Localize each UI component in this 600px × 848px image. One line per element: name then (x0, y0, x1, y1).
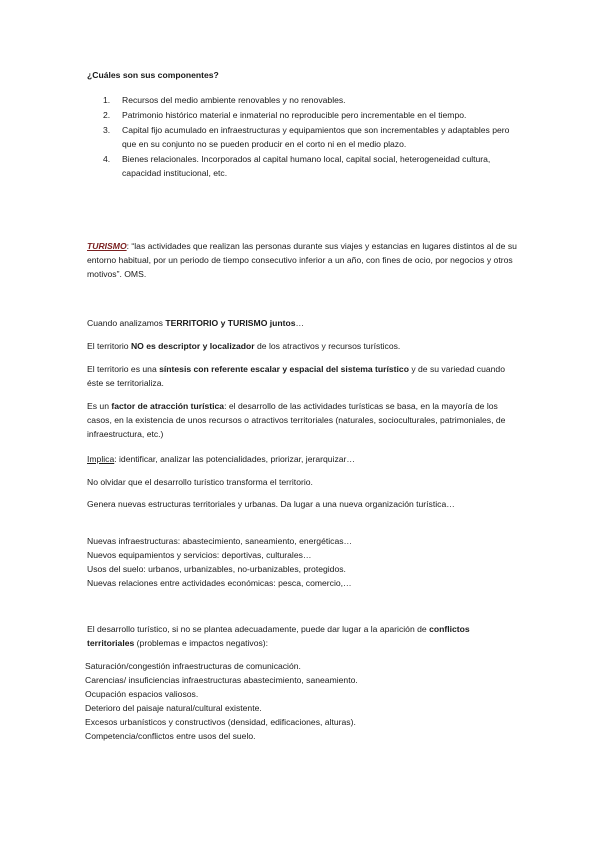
list-text: Capital fijo acumulado en infraestructuras y equipamientos que son incrementables y adaptables pero que en su conjunto no se pueden producir en el corto ni en el medio plazo. (122, 125, 510, 149)
text-run: y de su variedad cuando éste se territorializa. (87, 364, 505, 388)
list-item: Nuevos equipamientos y servicios: deportivas, culturales… (87, 550, 312, 560)
list-item (87, 93, 517, 107)
list-text: Recursos del medio ambiente renovables y no renovables. (122, 95, 346, 105)
list-item: Excesos urbanísticos y constructivos (densidad, edificaciones, alturas). (85, 717, 356, 727)
list-text: Patrimonio histórico material e inmaterial no reproducible pero incrementable en el tiempo. (122, 110, 467, 120)
bold-text: factor de atracción turística (111, 401, 225, 411)
bold-text: conflictos territoriales (87, 624, 470, 648)
section-title: ¿Cuáles son sus componentes? (87, 70, 219, 80)
list-item (87, 108, 517, 122)
bold-text: síntesis con referente escalar y espacial del sistema turístico (159, 364, 409, 374)
list-number: 4. (103, 154, 111, 164)
list-item: Ocupación espacios valiosos. (85, 689, 199, 699)
underlined-text: Implica (87, 454, 115, 464)
bold-text: NO es descriptor y localizador (130, 341, 255, 351)
paragraph-factor (87, 399, 517, 441)
list-item: Usos del suelo: urbanos, urbanizables, no-urbanizables, protegidos. (87, 564, 346, 574)
list-number: 1. (103, 95, 111, 105)
list-item: Deterioro del paisaje natural/cultural existente. (85, 703, 262, 713)
paragraph-sintesis (87, 362, 517, 390)
paragraph-descriptor (87, 339, 517, 353)
paragraph-genera: Genera nuevas estructuras territoriales y urbanas. Da lugar a una nueva organización turística… (87, 499, 455, 509)
text-run: (problemas e impactos negativos): (134, 638, 269, 648)
list-number: 2. (103, 110, 111, 120)
components-list (87, 93, 517, 180)
text-run: Es un (87, 401, 112, 411)
turismo-definition-text: : “las actividades que realizan las personas durante sus viajes y estancias en lugares distintos al de su entorno habitual, por un periodo de tiempo consecutivo inferior a un año, con fines de ocio, por negocios y otros motivos”. OMS. (87, 241, 517, 279)
list-item (87, 123, 517, 151)
list-item: Carencias/ insuficiencias infraestructuras abastecimiento, saneamiento. (85, 675, 358, 685)
list-number: 3. (103, 125, 111, 135)
new-items-list (87, 534, 517, 590)
turismo-term: TURISMO (87, 241, 127, 251)
list-text: Bienes relacionales. Incorporados al capital humano local, capital social, heterogeneidad cultura, capacidad institucional, etc. (122, 154, 491, 178)
text-run: El territorio es una (87, 364, 160, 374)
text-run: El territorio (87, 341, 131, 351)
paragraph-no-olvidar: No olvidar que el desarrollo turístico transforma el territorio. (87, 477, 313, 487)
text-run: El desarrollo turístico, si no se plantea adecuadamente, puede dar lugar a la aparición de (87, 624, 430, 634)
conflicts-list (85, 659, 515, 743)
text-run: Cuando analizamos (87, 318, 166, 328)
list-item: Competencia/conflictos entre usos del suelo. (85, 731, 256, 741)
bold-text: TERRITORIO y TURISMO juntos (165, 318, 296, 328)
list-item: Nuevas infraestructuras: abastecimiento, saneamiento, energéticas… (87, 536, 353, 546)
list-item: Nuevas relaciones entre actividades económicas: pesca, comercio,… (87, 578, 352, 588)
analysis-intro (87, 316, 517, 330)
text-run: : identificar, analizar las potencialidades, priorizar, jerarquizar… (114, 454, 355, 464)
paragraph-implica (87, 452, 517, 466)
text-run: de los atractivos y recursos turísticos. (254, 341, 401, 351)
list-item (87, 152, 517, 180)
turismo-definition (87, 239, 517, 281)
list-item: Saturación/congestión infraestructuras de comunicación. (85, 661, 301, 671)
text-run: : el desarrollo de las actividades turísticas se basa, en la mayoría de los casos, en la existencia de unos recursos o atractivos territoriales (naturales, socioculturales, patrimoniales, de infraestructura, etc.) (87, 401, 506, 439)
conflicts-intro (87, 622, 517, 650)
text-run: … (295, 318, 305, 328)
